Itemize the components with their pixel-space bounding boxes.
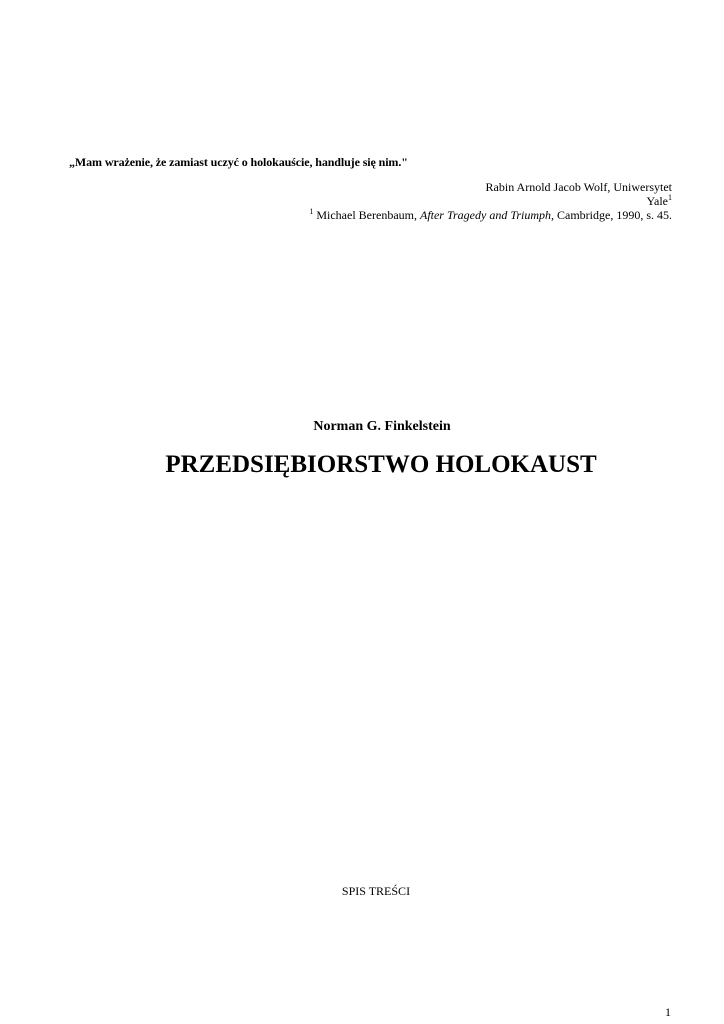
- footnote: [252, 208, 672, 223]
- footnote-work-title: After Tragedy and Triumph,: [419, 208, 554, 222]
- attribution-line-2: [272, 194, 672, 208]
- epigraph-attribution: [272, 180, 672, 208]
- footnote-marker: 1: [309, 207, 314, 216]
- table-of-contents-heading: SPIS TREŚCI: [341, 884, 411, 898]
- attribution-line-1: Rabin Arnold Jacob Wolf, Uniwersytet: [485, 180, 672, 194]
- book-author: Norman G. Finkelstein: [313, 419, 451, 434]
- footnote-details: Cambridge, 1990, s. 45.: [557, 208, 672, 222]
- footnote-reference[interactable]: 1: [668, 193, 672, 202]
- page-number: 1: [665, 1005, 671, 1019]
- footnote-author: Michael Berenbaum,: [316, 208, 417, 222]
- book-title: PRZEDSIĘBIORSTWO HOLOKAUST: [165, 451, 597, 478]
- epigraph-quote: „Mam wrażenie, że zamiast uczyć o holokauście, handluje się nim.": [69, 155, 408, 169]
- attribution-affiliation: Yale: [646, 194, 668, 208]
